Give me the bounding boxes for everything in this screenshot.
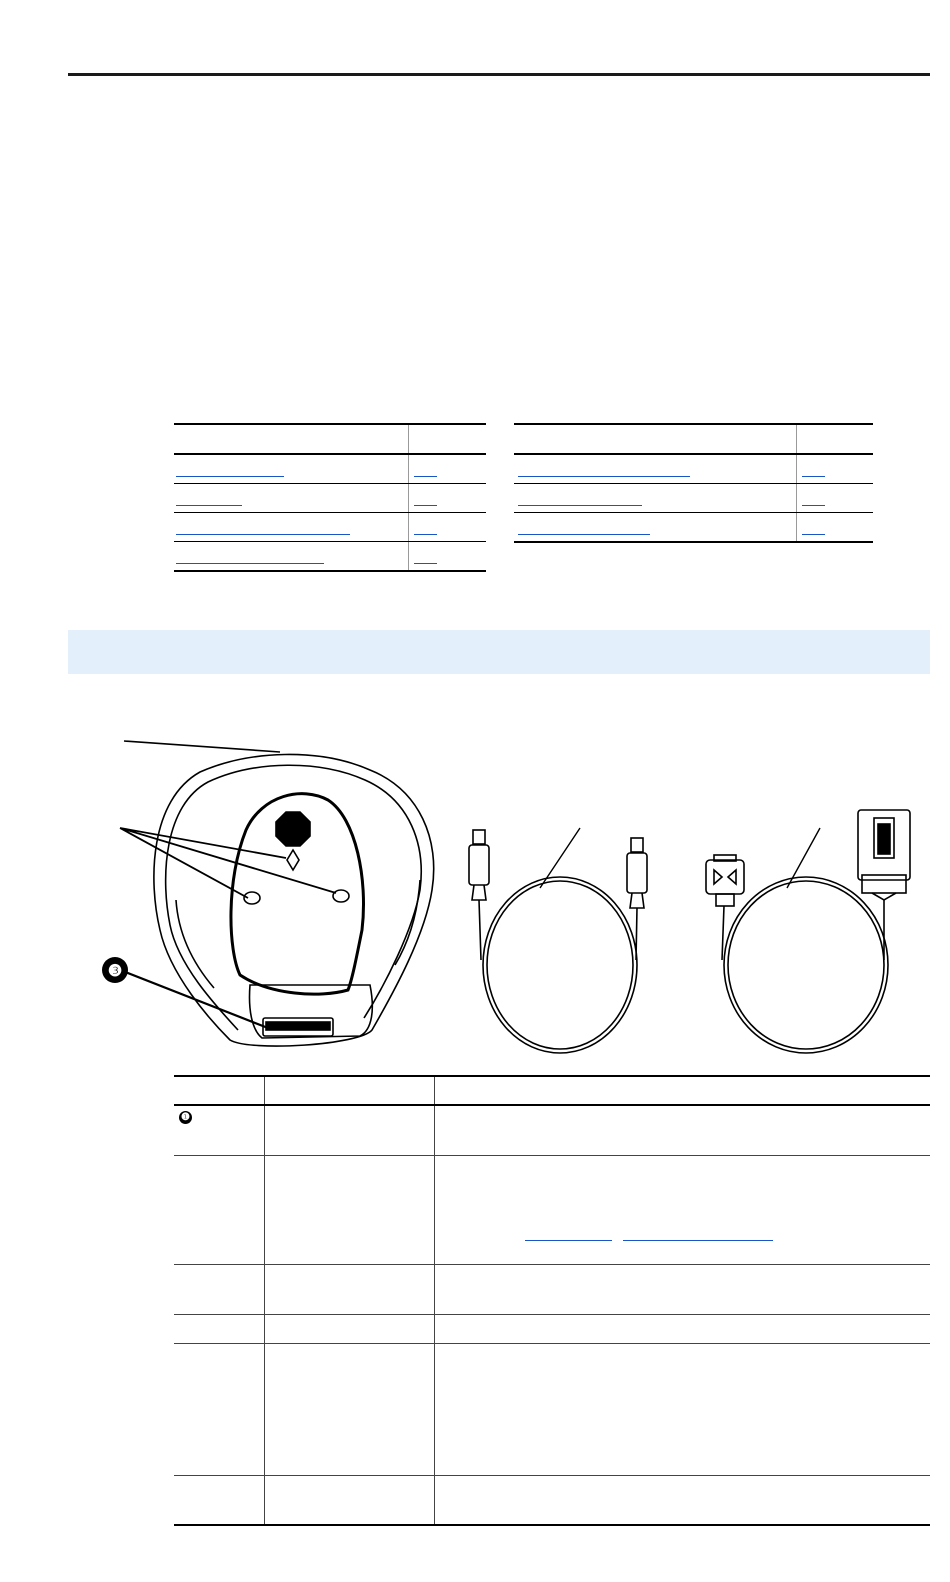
page-header-rule [68, 73, 930, 76]
toc-topic-link[interactable] [176, 563, 324, 564]
toc-table-left [174, 423, 486, 572]
column-divider [264, 1476, 265, 1524]
column-divider [434, 1077, 435, 1104]
toc-column-divider [408, 513, 409, 541]
toc-topic-link[interactable] [176, 505, 242, 506]
table-row [174, 1265, 930, 1315]
toc-page-link[interactable] [802, 534, 825, 535]
toc-row[interactable] [174, 484, 486, 513]
table-row [174, 1106, 930, 1156]
column-divider [264, 1156, 265, 1264]
toc-page-link[interactable] [414, 505, 437, 506]
toc-row[interactable] [174, 455, 486, 484]
table-row [174, 1344, 930, 1476]
column-divider [264, 1265, 265, 1314]
toc-page-link[interactable] [414, 476, 437, 477]
table-row [174, 1156, 930, 1265]
toc-header [174, 423, 486, 455]
column-divider [264, 1077, 265, 1104]
callout-3-number: ❸ [107, 963, 123, 980]
column-divider [434, 1265, 435, 1314]
toc-table-right [514, 423, 873, 543]
column-divider [264, 1344, 265, 1475]
toc-column-divider [408, 542, 409, 570]
column-divider [434, 1106, 435, 1155]
toc-column-divider [796, 425, 797, 453]
toc-column-divider [408, 484, 409, 512]
column-divider [434, 1315, 435, 1343]
toc-column-divider [796, 455, 797, 483]
toc-row[interactable] [514, 455, 873, 484]
column-divider [434, 1476, 435, 1524]
cradle-device [154, 754, 434, 1046]
toc-row[interactable] [514, 484, 873, 513]
callout-1-leader [124, 741, 280, 752]
toc-row[interactable] [174, 513, 486, 542]
toc-topic-link[interactable] [176, 476, 284, 477]
toc-topic-link[interactable] [176, 534, 350, 535]
section-heading-banner [68, 630, 930, 674]
reference-link[interactable] [623, 1240, 773, 1241]
column-divider [434, 1156, 435, 1264]
toc-topic-link[interactable] [518, 476, 690, 477]
parts-table-header [174, 1075, 930, 1106]
toc-page-link[interactable] [414, 563, 437, 564]
column-divider [264, 1106, 265, 1155]
product-figure [0, 690, 950, 1070]
toc-column-divider [408, 455, 409, 483]
table-row [174, 1315, 930, 1344]
row-marker: ❶ [179, 1111, 192, 1124]
toc-topic-link[interactable] [518, 505, 642, 506]
serial-cable [706, 810, 910, 1053]
toc-row[interactable] [514, 513, 873, 543]
table-row [174, 1476, 930, 1526]
column-divider [434, 1344, 435, 1475]
reference-link[interactable] [525, 1240, 612, 1241]
toc-column-divider [408, 425, 409, 453]
toc-row[interactable] [174, 542, 486, 572]
power-cable [469, 828, 647, 1053]
toc-column-divider [796, 513, 797, 541]
toc-page-link[interactable] [414, 534, 437, 535]
parts-table [174, 1075, 930, 1526]
toc-page-link[interactable] [802, 505, 825, 506]
toc-topic-link[interactable] [518, 534, 650, 535]
toc-column-divider [796, 484, 797, 512]
toc-header [514, 423, 873, 455]
column-divider [264, 1315, 265, 1343]
toc-page-link[interactable] [802, 476, 825, 477]
